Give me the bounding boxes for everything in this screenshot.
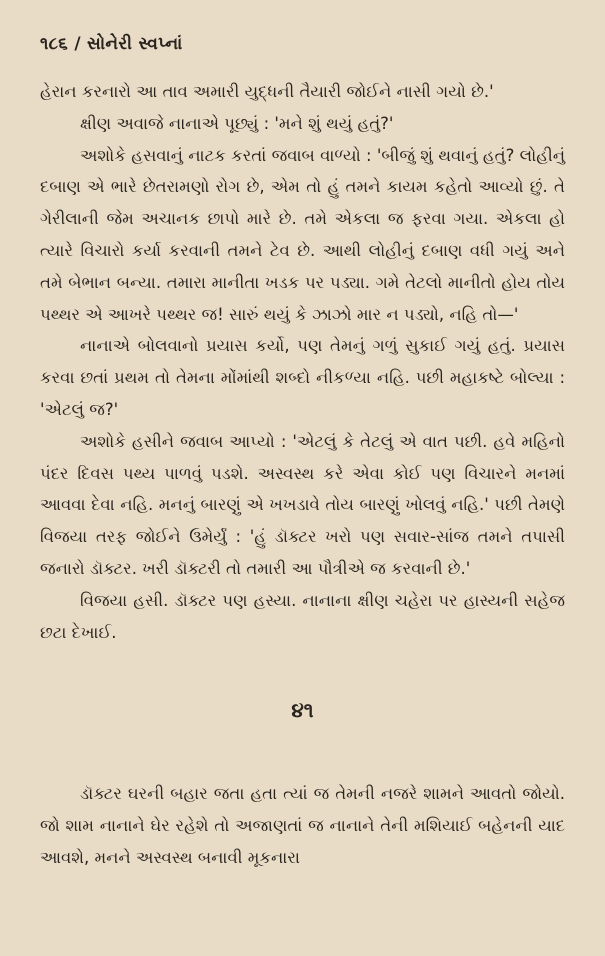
running-head: ૧૮૬ / સોનેરી સ્વપ્નાં (40, 34, 183, 54)
paragraph: વિજયા હસી. ડૉક્ટર પણ હસ્યા. નાનાના ક્ષીણ ચહેરા પર હાસ્યની સહેજ છટા દેખાઈ. (40, 590, 565, 642)
paragraph: અશોકે હસીને જવાબ આપ્યો : 'એટલું કે તેટલું એ વાત પછી. હવે મહિનો પંદર દિવસ પથ્ય પાળવું પડશે. અસ્વસ્થ કરે એવા કોઈ પણ વિચારને મનમાં આવવા દેવા નહિ. મનનું બારણું એ ખખડાવે તોય બારણું ખોલવું નહિ.' પછી તેમણે વિજયા તરફ જોઈને ઉમેર્યું : 'હું ડૉક્ટર ખરો પણ સવાર-સાંજ તમને તપાસી જનારો ડૉક્ટર. ખરી ડૉક્ટરી તો તમારી આ પૌત્રીએ જ કરવાની છે.' (40, 431, 565, 578)
paragraph: ક્ષીણ અવાજે નાનાએ પૂછ્યું : 'મને શું થયું હતું?' (80, 113, 394, 133)
chapter-opening-paragraph: ડૉક્ટર ઘરની બહાર જતા હતા ત્યાં જ તેમની નજરે શામને આવતો જોયો. જો શામ નાનાને ઘેર રહેશે તો અજાણતાં જ નાનાને તેની મશિયાઈ બહેનની યાદ આવશે, મનને અસ્વસ્થ બનાવી મૂકનારા (40, 784, 565, 867)
paragraph: અશોકે હસવાનું નાટક કરતાં જવાબ વાળ્યો : 'બીજું શું થવાનું હતું? લોહીનું દબાણ એ ભારે છેતરામણો રોગ છે, એમ તો હું તમને કાયમ કહેતો આવ્યો છું. તે ગેરીલાની જેમ અચાનક છાપો મારે છે. તમે એકલા જ ફરવા ગયા. એકલા હો ત્યારે વિચારો કર્યા કરવાની તમને ટેવ છે. આથી લોહીનું દબાણ વધી ગયું અને તમે બેભાન બન્યા. તમારા માનીતા ખડક પર પડ્યા. ગમે તેટલો માનીતો હોય તોય પથ્થર એ આખરે પથ્થર જ! સારું થયું કે ઝાઝો માર ન પડ્યો, નહિ તો—' (40, 145, 565, 324)
chapter-number: ૪૧ (291, 698, 314, 723)
paragraph: હેરાન કરનારો આ તાવ અમારી યુદ્ધની તૈયારી જોઈને નાસી ગયો છે.' (40, 82, 494, 101)
paragraph: નાનાએ બોલવાનો પ્રયાસ કર્યો, પણ તેમનું ગળું સુકાઈ ગયું હતું. પ્રયાસ કરવા છતાં પ્રથમ તો તેમના મોંમાંથી શબ્દો નીકળ્યા નહિ. પછી મહાકષ્ટે બોલ્યા : 'એટલું જ?' (40, 336, 565, 419)
